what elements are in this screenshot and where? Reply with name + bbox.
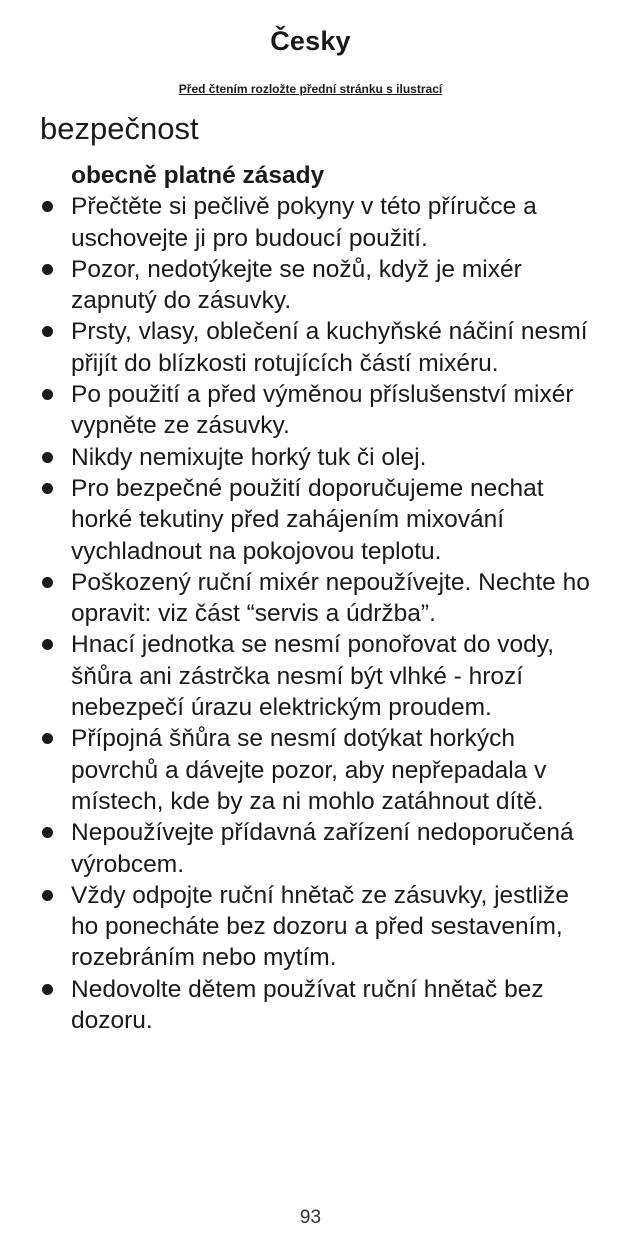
bullet-icon	[42, 452, 53, 463]
bullet-icon	[42, 827, 53, 838]
list-item	[40, 316, 600, 379]
rule-text: Nedovolte dětem používat ruční hnětač bez dozoru.	[71, 975, 544, 1035]
list-item	[40, 191, 600, 254]
bullet-icon	[42, 890, 53, 901]
list-item	[40, 629, 600, 723]
safety-rules-list	[40, 191, 600, 1036]
list-item	[40, 880, 600, 974]
bullet-icon	[42, 639, 53, 650]
list-item	[40, 442, 600, 473]
rule-text: Přípojná šňůra se nesmí dotýkat horkých povrchů a dávejte pozor, aby nepřepadala v místech, kde by za ni mohlo zatáhnout dítě.	[71, 725, 547, 815]
rule-text: Pro bezpečné použití doporučujeme nechat horké tekutiny před zahájením mixování vychladnout na pokojovou teplotu.	[71, 474, 544, 565]
rule-text: Nepoužívejte přídavná zařízení nedoporučená výrobcem.	[71, 819, 574, 878]
list-item	[40, 974, 600, 1037]
section-title: bezpečnost	[40, 111, 199, 146]
safety-content	[40, 160, 600, 1036]
rule-text: Pozor, nedotýkejte se nožů, když je mixér zapnutý do zásuvky.	[71, 255, 522, 315]
bullet-icon	[42, 264, 53, 275]
language-title: Česky	[270, 26, 351, 56]
rule-text: Prsty, vlasy, oblečení a kuchyňské náčiní nesmí přijít do blízkosti rotujících částí mixéru.	[71, 318, 588, 377]
list-item	[40, 379, 600, 442]
list-item	[40, 473, 600, 567]
bullet-icon	[42, 389, 53, 400]
list-item	[40, 254, 600, 317]
page-number: 93	[299, 1207, 322, 1228]
list-item	[40, 567, 600, 630]
bullet-icon	[42, 984, 53, 995]
list-item	[40, 723, 600, 817]
subheading: obecně platné zásady	[71, 162, 325, 189]
rule-text: Vždy odpojte ruční hnětač ze zásuvky, jestliže ho ponecháte bez dozoru a před sestavením, rozebráním nebo mytím.	[71, 881, 569, 972]
fold-out-note: Před čtením rozložte přední stránku s ilustrací	[178, 82, 443, 96]
bullet-icon	[42, 201, 53, 212]
rule-text: Poškozený ruční mixér nepoužívejte. Nechte ho opravit: viz část “servis a údržba”.	[71, 568, 590, 628]
rule-text: Hnací jednotka se nesmí ponořovat do vody, šňůra ani zástrčka nesmí být vlhké - hrozí nebezpečí úrazu elektrickým proudem.	[71, 631, 568, 722]
bullet-icon	[42, 326, 53, 337]
rule-text: Přečtěte si pečlivě pokyny v této příručce a uschovejte ji pro budoucí použití.	[71, 193, 537, 252]
rule-text: Nikdy nemixujte horký tuk či olej.	[71, 443, 427, 471]
bullet-icon	[42, 733, 53, 744]
list-item	[40, 817, 600, 880]
bullet-icon	[42, 483, 53, 494]
bullet-icon	[42, 577, 53, 588]
rule-text: Po použití a před výměnou příslušenství mixér vypněte ze zásuvky.	[71, 381, 574, 440]
